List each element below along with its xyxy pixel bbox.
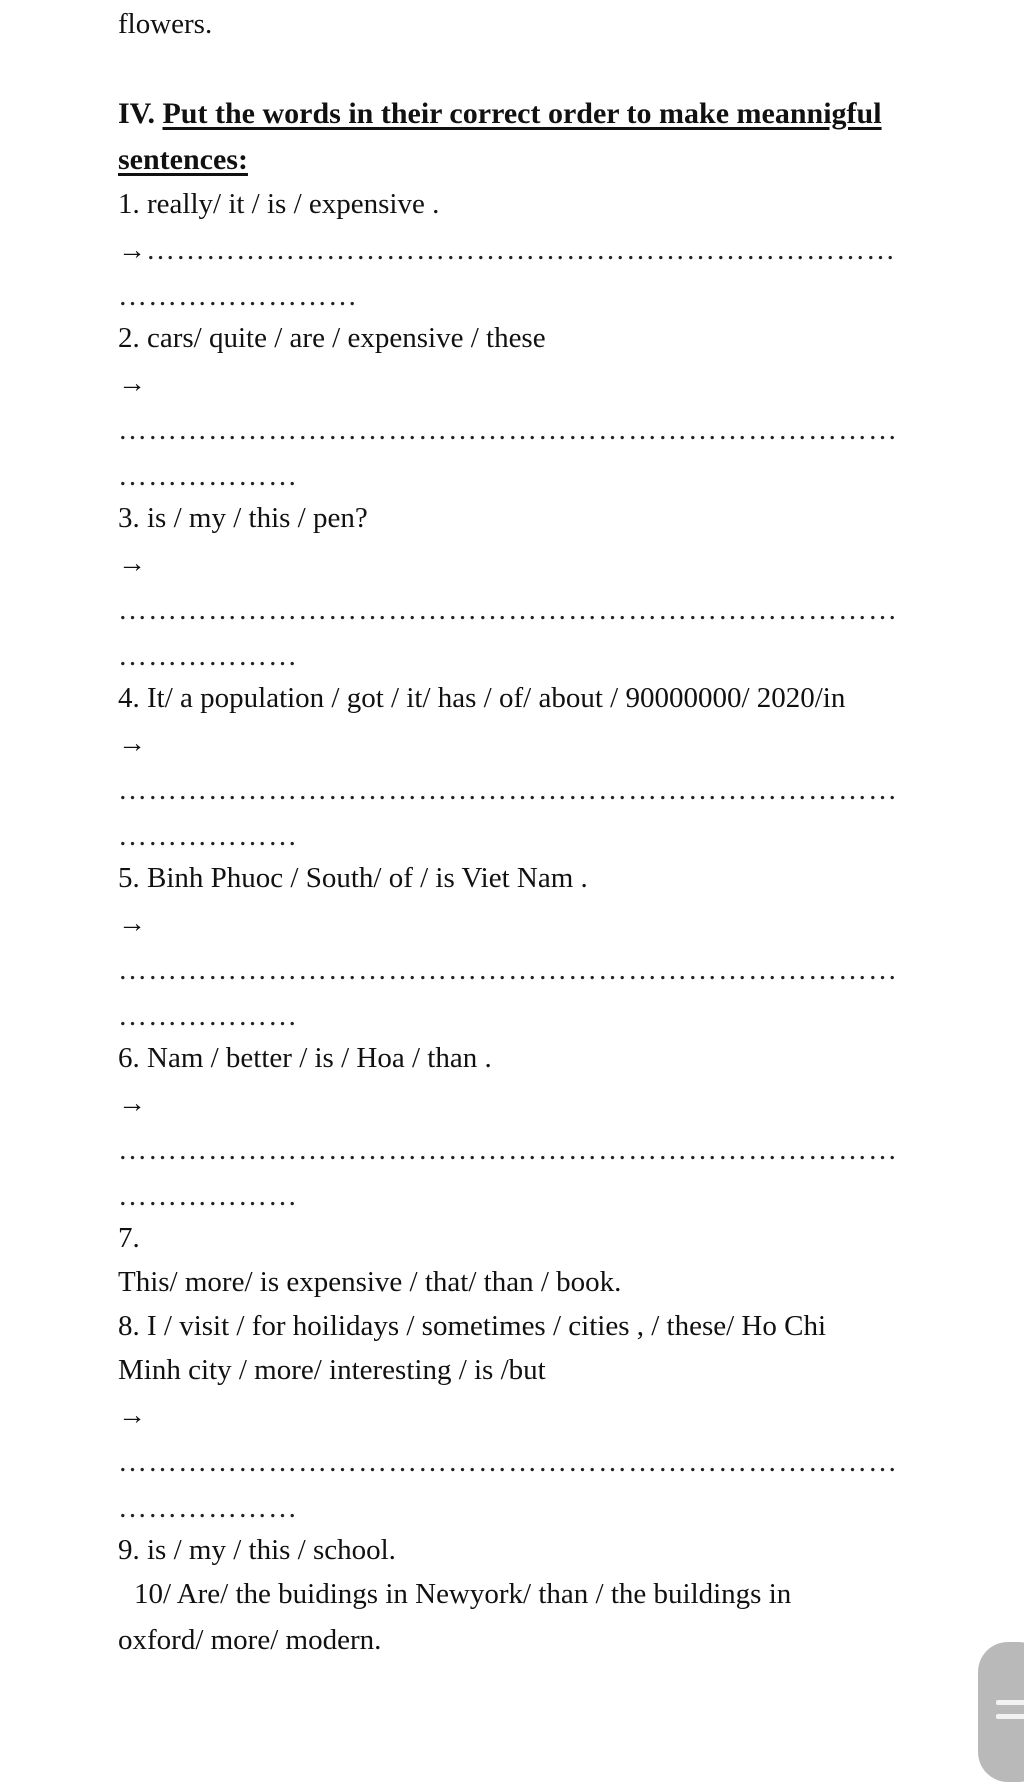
question-7: This/ more/ is expensive / that/ than / book.: [118, 1266, 622, 1298]
arrow-icon: →: [118, 728, 146, 759]
answer-blank-5a: ……………………………………………………………………: [118, 954, 898, 986]
answer-blank-6a: ……………………………………………………………………: [118, 1134, 898, 1166]
question-10-line2: oxford/ more/ modern.: [118, 1624, 382, 1656]
section-title-line2: sentences:: [118, 143, 248, 176]
answer-blank-5b: ………………: [118, 1000, 298, 1032]
answer-blank-8a: ……………………………………………………………………: [118, 1446, 898, 1478]
question-7-number: 7.: [118, 1222, 140, 1254]
arrow-icon: →: [118, 1088, 146, 1119]
question-8-line1: 8. I / visit / for hoilidays / sometimes / cities , / these/ Ho Chi: [118, 1310, 827, 1342]
answer-blank-4a: ……………………………………………………………………: [118, 774, 898, 806]
question-8-line2: Minh city / more/ interesting / is /but: [118, 1354, 546, 1386]
question-4: 4. It/ a population / got / it/ has / of/ about / 90000000/ 2020/in: [118, 682, 846, 714]
answer-blank-3b: ………………: [118, 640, 298, 672]
arrow-icon: →: [118, 548, 146, 579]
answer-blank-2b: ………………: [118, 460, 298, 492]
question-5: 5. Binh Phuoc / South/ of / is Viet Nam .: [118, 862, 588, 894]
question-6: 6. Nam / better / is / Hoa / than .: [118, 1042, 492, 1074]
question-9: 9. is / my / this / school.: [118, 1534, 396, 1566]
answer-blank-2a: ……………………………………………………………………: [118, 414, 898, 446]
section-heading: [118, 96, 882, 132]
grip-line-icon: [996, 1714, 1024, 1719]
question-3: 3. is / my / this / pen?: [118, 502, 368, 534]
previous-text-fragment: flowers.: [118, 8, 213, 40]
scroll-handle[interactable]: [978, 1642, 1024, 1782]
section-title-line2-wrap: [118, 142, 248, 178]
question-10-line1: 10/ Are/ the buidings in Newyork/ than / the buildings in: [134, 1578, 792, 1610]
section-numeral: IV.: [118, 97, 155, 130]
answer-blank-6b: ………………: [118, 1180, 298, 1212]
arrow-icon: →: [118, 235, 146, 266]
arrow-icon: →: [118, 1400, 146, 1431]
question-2: 2. cars/ quite / are / expensive / these: [118, 322, 546, 354]
answer-blank-8b: ………………: [118, 1492, 298, 1524]
answer-blank-1b: ……………………: [118, 280, 358, 312]
arrow-icon: →: [118, 908, 146, 939]
answer-blank-3a: ……………………………………………………………………: [118, 594, 898, 626]
answer-blank-4b: ………………: [118, 820, 298, 852]
answer-blank-1a: …………………………………………………………………: [146, 234, 896, 266]
answer-row-1: [118, 232, 896, 269]
arrow-icon: →: [118, 368, 146, 399]
section-title-line1: Put the words in their correct order to make meannigful: [162, 97, 882, 130]
grip-line-icon: [996, 1700, 1024, 1705]
question-1: 1. really/ it / is / expensive .: [118, 188, 440, 220]
